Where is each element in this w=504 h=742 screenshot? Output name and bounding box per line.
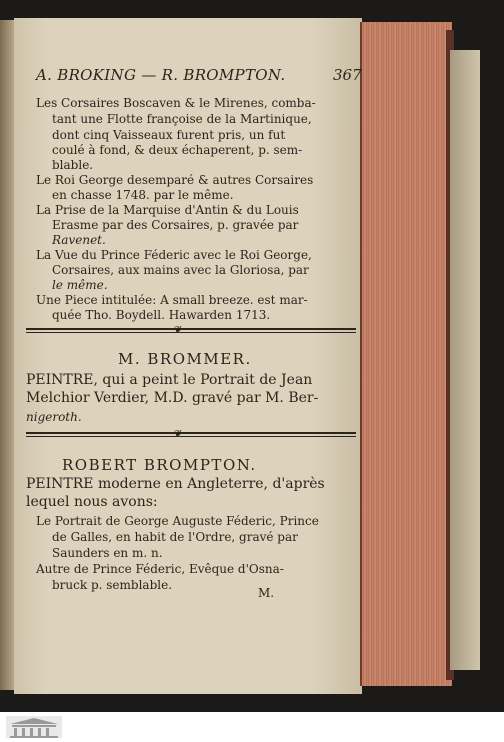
entry-line: Autre de Prince Féderic, Evêque d'Osna- — [36, 562, 284, 576]
section-heading-brompton: ROBERT BROMPTON. — [62, 456, 257, 474]
footer-bar — [0, 712, 504, 742]
entry-line: La Prise de la Marquise d'Antin & du Louis — [36, 203, 299, 217]
brompton-intro: lequel nous avons: — [26, 494, 158, 510]
entry-line: La Vue du Prince Féderic avec le Roi George, — [36, 248, 312, 262]
entry-line: blable. — [52, 158, 94, 172]
entry-line: de Galles, en habit de l'Ordre, gravé par — [52, 530, 298, 544]
entry-line: Les Corsaires Boscaven & le Mirenes, comba- — [36, 96, 316, 110]
entry-line: coulé à fond, & deux échaperent, p. sem- — [52, 143, 303, 157]
entry-line: dont cinq Vaisseaux furent pris, un fut — [52, 128, 286, 142]
entry-line: quée Tho. Boydell. Hawarden 1713. — [52, 308, 271, 322]
entry-line: Saunders en m. n. — [52, 546, 163, 560]
page-number: 367 — [333, 66, 362, 84]
page-edges-red — [360, 22, 452, 686]
entry-line: Corsaires, aux mains avec la Gloriosa, par — [52, 263, 309, 277]
library-logo-icon — [6, 716, 62, 738]
catchword: M. — [258, 586, 275, 600]
brompton-intro: PEINTRE moderne en Angleterre, d'après — [26, 476, 325, 492]
entry-line: le même. — [52, 278, 108, 292]
entry-line: bruck p. semblable. — [52, 578, 173, 592]
entry-line: Le Portrait de George Auguste Féderic, Prince — [36, 514, 319, 528]
ornamental-rule: ❦ — [26, 328, 356, 334]
running-header: A. BROKING — R. BROMPTON. — [36, 66, 286, 84]
brommer-line: PEINTRE, qui a peint le Portrait de Jean — [26, 372, 313, 388]
entry-line: Erasme par des Corsaires, p. gravée par — [52, 218, 299, 232]
entry-line: Une Piece intitulée: A small breeze. est mar- — [36, 293, 308, 307]
entry-line: tant une Flotte françoise de la Martinique, — [52, 112, 312, 126]
brommer-line: Melchior Verdier, M.D. gravé par M. Ber- — [26, 390, 319, 406]
book-cover-board — [450, 50, 480, 670]
entry-line: Le Roi George desemparé & autres Corsaires — [36, 173, 314, 187]
section-heading-brommer: M. BROMMER. — [118, 350, 252, 368]
ornamental-rule: ❦ — [26, 432, 356, 438]
previous-page-edge — [0, 20, 14, 690]
entry-line: en chasse 1748. par le même. — [52, 188, 234, 202]
entry-line: Ravenet. — [52, 233, 106, 247]
brommer-line: nigeroth. — [26, 410, 82, 424]
